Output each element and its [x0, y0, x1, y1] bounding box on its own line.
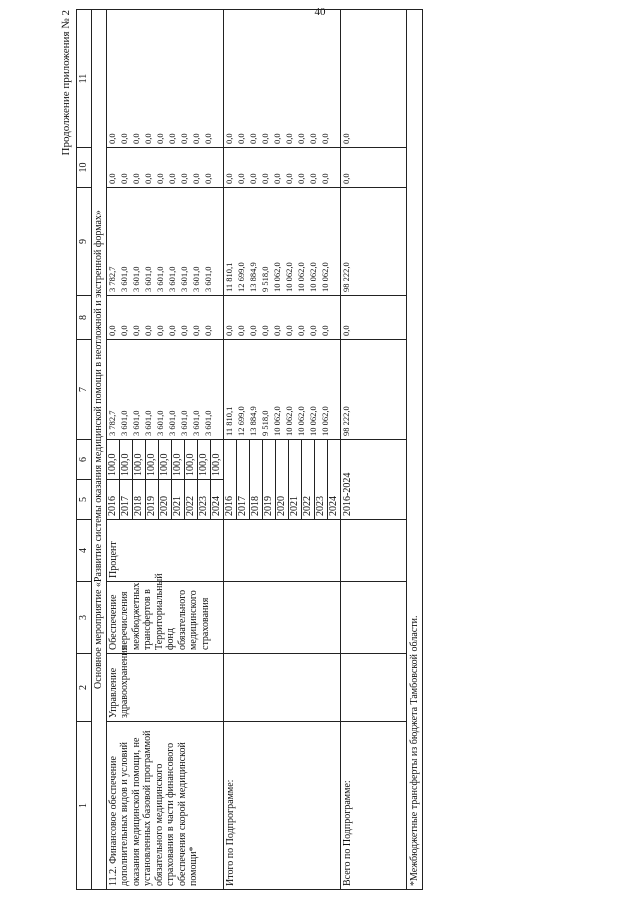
col10-value: 0,0 — [247, 173, 258, 184]
total-value: 13 884,9 — [247, 406, 258, 436]
col8-value: 0,0 — [259, 325, 270, 336]
col9-value: 3 601,0 — [154, 266, 165, 292]
col9-value: 3 601,0 — [130, 266, 141, 292]
col9-value: 10 062,0 — [295, 262, 306, 292]
column-number: 8 — [77, 296, 92, 340]
itogo-col11-cell — [223, 10, 340, 148]
col10-value: 0,0 — [283, 173, 294, 184]
col10-value: 0,0 — [118, 173, 129, 184]
page-number: 40 — [314, 6, 326, 18]
col8-value: 0,0 — [130, 325, 141, 336]
total-value: 3 601,0 — [166, 410, 177, 436]
total-value: 10 062,0 — [307, 406, 318, 436]
col11-value: 0,0 — [319, 133, 330, 144]
col10-value: 0,0 — [166, 173, 177, 184]
subtitle-row — [92, 10, 107, 890]
col9-value: 10 062,0 — [271, 262, 282, 292]
year-value: 2016 — [107, 480, 120, 519]
vsego-col11: 0,0 — [340, 10, 406, 148]
column-number: 2 — [77, 654, 92, 722]
col9-value: 3 601,0 — [166, 266, 177, 292]
col8-value: 0,0 — [106, 325, 117, 336]
indicator-value: 100,0 — [198, 440, 211, 479]
column-number: 5 — [77, 480, 92, 520]
col8-value: 0,0 — [202, 325, 213, 336]
col8-value: 0,0 — [307, 325, 318, 336]
year-value: 2022 — [185, 480, 198, 519]
measure-name: 11.2. Финансовое обеспечение дополнительных видов и условий оказания медицинской помощи, не установленных базовой программой обязательного медицинского страхования в части финансового обеспечения скорой медицинской помощи* — [106, 722, 223, 890]
col10-value: 0,0 — [142, 173, 153, 184]
col10-value: 0,0 — [295, 173, 306, 184]
indicator-value: 100,0 — [120, 440, 133, 479]
col10-value: 0,0 — [190, 173, 201, 184]
col10-value: 0,0 — [319, 173, 330, 184]
total-value: 3 601,0 — [190, 410, 201, 436]
column-number: 9 — [77, 188, 92, 296]
unit: Процент — [106, 520, 223, 582]
col9-value: 10 062,0 — [307, 262, 318, 292]
col8-value: 0,0 — [283, 325, 294, 336]
col8-value: 0,0 — [319, 325, 330, 336]
year-value: 2020 — [159, 480, 172, 519]
total-value: 3 782,7 — [106, 410, 117, 436]
col11-value: 0,0 — [130, 133, 141, 144]
vsego-period: 2016-2024 — [340, 440, 406, 520]
indicator-values-cell — [106, 440, 223, 480]
total-value: 10 062,0 — [319, 406, 330, 436]
col8-value: 0,0 — [190, 325, 201, 336]
indicator-name: Обеспечение перечисления межбюджетных трансфертов в Территориальный фонд обязательного медицинского страхования — [106, 582, 223, 654]
col11-value: 0,0 — [166, 133, 177, 144]
year-value: 2020 — [276, 440, 289, 519]
total-value: 12 699,0 — [235, 406, 246, 436]
section-subtitle: Основное мероприятие «Развитие системы оказания медицинской помощи в неотложной и экстренной формах» — [92, 10, 107, 890]
year-value: 2021 — [172, 480, 185, 519]
col10-value: 0,0 — [307, 173, 318, 184]
col11-value: 0,0 — [118, 133, 129, 144]
col11-value: 0,0 — [190, 133, 201, 144]
col11-value: 0,0 — [202, 133, 213, 144]
col9-value: 3 601,0 — [190, 266, 201, 292]
total-value: 10 062,0 — [271, 406, 282, 436]
total-value: 3 601,0 — [118, 410, 129, 436]
year-value: 2017 — [120, 480, 133, 519]
vsego-label: Всего по Подпрограмме: — [340, 722, 406, 890]
year-value: 2023 — [315, 440, 328, 519]
col11-value: 0,0 — [295, 133, 306, 144]
col10-value: 0,0 — [259, 173, 270, 184]
col10-value: 0,0 — [235, 173, 246, 184]
year-value: 2024 — [210, 496, 222, 516]
total-value: 9 518,0 — [259, 410, 270, 436]
total-value: 3 601,0 — [178, 410, 189, 436]
col8-value: 0,0 — [154, 325, 165, 336]
column-number: 7 — [77, 340, 92, 440]
column-number: 1 — [77, 722, 92, 890]
footnote-row — [406, 10, 423, 890]
col9-value: 10 062,0 — [319, 262, 330, 292]
col8-value: 0,0 — [142, 325, 153, 336]
year-value: 2017 — [237, 440, 250, 519]
col9-value: 13 884,9 — [247, 262, 258, 292]
itogo-label: Итого по Подпрограмме: — [223, 722, 340, 890]
col11-value: 0,0 — [154, 133, 165, 144]
col11-value: 0,0 — [142, 133, 153, 144]
col9-value: 3 601,0 — [178, 266, 189, 292]
col10-value: 0,0 — [223, 173, 234, 184]
year-value: 2016 — [224, 440, 237, 519]
col9-value: 3 601,0 — [118, 266, 129, 292]
itogo-years-cell — [223, 440, 340, 520]
executor: Управление здравоохранения — [106, 654, 223, 722]
col9-value: 11 810,1 — [223, 262, 234, 292]
col11-value: 0,0 — [178, 133, 189, 144]
col10-value: 0,0 — [106, 173, 117, 184]
col11-value: 0,0 — [106, 133, 117, 144]
col11-value: 0,0 — [283, 133, 294, 144]
itogo-col8-cell — [223, 296, 340, 340]
col10-value: 0,0 — [130, 173, 141, 184]
table-row-vsego — [340, 10, 406, 890]
indicator-value: 100,0 — [146, 440, 159, 479]
indicator-value: 100,0 — [172, 440, 185, 479]
col10-cell — [106, 148, 223, 188]
year-value: 2019 — [263, 440, 276, 519]
col9-value: 10 062,0 — [283, 262, 294, 292]
col9-value: 3 601,0 — [142, 266, 153, 292]
years-cell — [106, 480, 223, 520]
col8-value: 0,0 — [166, 325, 177, 336]
year-value: 2022 — [302, 440, 315, 519]
footnote: *Межбюджетные трансферты из бюджета Тамбовской области. — [406, 10, 423, 890]
total-cell — [106, 340, 223, 440]
year-value: 2023 — [198, 480, 211, 519]
col11-value: 0,0 — [223, 133, 234, 144]
col11-value: 0,0 — [271, 133, 282, 144]
col10-value: 0,0 — [178, 173, 189, 184]
col10-value: 0,0 — [271, 173, 282, 184]
total-value: 3 601,0 — [142, 410, 153, 436]
col11-value: 0,0 — [307, 133, 318, 144]
col11-cell — [106, 10, 223, 148]
total-value: 10 062,0 — [295, 406, 306, 436]
indicator-value: 100,0 — [107, 440, 120, 479]
total-value: 3 601,0 — [154, 410, 165, 436]
column-number-row — [77, 10, 92, 890]
total-value: 3 601,0 — [130, 410, 141, 436]
total-value: 10 062,0 — [283, 406, 294, 436]
col8-value: 0,0 — [118, 325, 129, 336]
appendix-title: Продолжение приложения № 2 — [60, 10, 72, 156]
col11-value: 0,0 — [259, 133, 270, 144]
col8-value: 0,0 — [223, 325, 234, 336]
col9-value: 3 601,0 — [202, 266, 213, 292]
table-row-itogo — [223, 10, 340, 890]
year-value: 2018 — [250, 440, 263, 519]
col10-value: 0,0 — [154, 173, 165, 184]
col8-value: 0,0 — [247, 325, 258, 336]
col8-cell — [106, 296, 223, 340]
col10-value: 0,0 — [202, 173, 213, 184]
year-value: 2021 — [289, 440, 302, 519]
col9-value: 12 699,0 — [235, 262, 246, 292]
total-value: 3 601,0 — [202, 410, 213, 436]
column-number: 4 — [77, 520, 92, 582]
rotated-page-content — [60, 10, 620, 890]
budget-table — [76, 9, 423, 890]
column-number: 10 — [77, 148, 92, 188]
col8-value: 0,0 — [271, 325, 282, 336]
vsego-col9: 98 222,0 — [340, 188, 406, 296]
col8-value: 0,0 — [295, 325, 306, 336]
indicator-value: 100,0 — [159, 440, 172, 479]
col9-cell — [106, 188, 223, 296]
itogo-col10-cell — [223, 148, 340, 188]
indicator-value: 100,0 — [185, 440, 198, 479]
col9-value: 3 782,7 — [106, 266, 117, 292]
vsego-total: 98 222,0 — [340, 340, 406, 440]
itogo-total-cell — [223, 340, 340, 440]
itogo-col9-cell — [223, 188, 340, 296]
year-value: 2024 — [327, 496, 339, 516]
column-number: 3 — [77, 582, 92, 654]
total-value: 11 810,1 — [223, 406, 234, 436]
vsego-col10: 0,0 — [340, 148, 406, 188]
table-row-11-2 — [106, 10, 223, 890]
col11-value: 0,0 — [247, 133, 258, 144]
col8-value: 0,0 — [235, 325, 246, 336]
vsego-col8: 0,0 — [340, 296, 406, 340]
col9-value: 9 518,0 — [259, 266, 270, 292]
indicator-value: 100,0 — [133, 440, 146, 479]
year-value: 2018 — [133, 480, 146, 519]
col11-value: 0,0 — [235, 133, 246, 144]
column-number: 6 — [77, 440, 92, 480]
column-number: 11 — [77, 10, 92, 148]
indicator-value: 100,0 — [210, 453, 222, 476]
year-value: 2019 — [146, 480, 159, 519]
col8-value: 0,0 — [178, 325, 189, 336]
